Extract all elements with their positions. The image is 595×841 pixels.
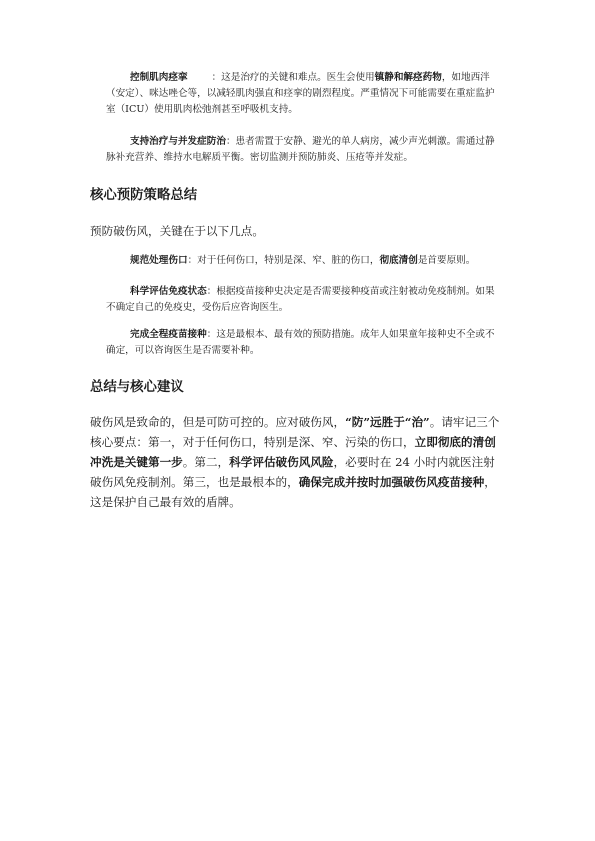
item-label: 支持治疗与并发症防治	[130, 136, 226, 147]
treatment-item-spasm-control	[106, 70, 504, 118]
item-separator: ：	[206, 286, 217, 297]
item-text: 患者需置于安静、避光的单人病房，减少声光刺激。需通过静脉补充营养、维持水电解质平衡。密切监测并预防肺炎、压疮等并发症。	[106, 136, 495, 163]
summary-text: ，这是保护自己最有效的盾牌。	[90, 475, 496, 509]
item-text: 根据疫苗接种史决定是否需要接种疫苗或注射被动免疫制剂。如果不确定自己的免疫史，受伤后应咨询医生。	[106, 286, 495, 313]
summary-emphasis: 确保完成并按时加强破伤风疫苗接种	[298, 475, 485, 489]
item-label: 控制肌肉痉挛	[130, 72, 188, 83]
summary-text: ，必要时在 24 小时内就医注射破伤风免疫制剂。第三，也是最根本的，	[90, 455, 495, 489]
item-label: 科学评估免疫状态	[130, 286, 207, 297]
summary-paragraph	[90, 412, 506, 512]
summary-text: 破伤风是致命的，但是可防可控的。应对破伤风，	[90, 415, 346, 429]
summary-text: 。第二，	[182, 455, 230, 469]
summary-text: 。请牢记三个核心要点：第一，对于任何伤口，特别是深、窄、污染的伤口，	[90, 415, 500, 449]
item-separator: ：	[206, 329, 217, 340]
prevention-intro: 预防破伤风，关键在于以下几点。	[90, 224, 264, 238]
summary-emphasis: 科学评估破伤风风险	[229, 455, 334, 469]
item-text: 对于任何伤口，特别是深、窄、脏的伤口，	[197, 255, 380, 266]
item-label: 规范处理伤口	[130, 255, 188, 266]
item-text: 是首要原则。	[417, 255, 476, 266]
treatment-item-supportive-care	[106, 134, 504, 166]
item-label: 完成全程疫苗接种	[130, 329, 207, 340]
item-emphasis: 彻底清创	[379, 255, 418, 266]
prevention-item-immunity	[106, 284, 504, 316]
item-emphasis: 镇静和解痉药物	[374, 72, 442, 83]
item-separator: ：	[225, 136, 236, 147]
item-text: 这是治疗的关键和难点。医生会使用	[221, 72, 375, 83]
summary-emphasis: “防”远胜于“治”	[345, 415, 430, 429]
prevention-item-wound-care	[106, 253, 504, 269]
section-heading-summary: 总结与核心建议	[90, 379, 184, 395]
item-separator: ：	[211, 72, 222, 83]
item-text: ，如地西泮（安定）、咪达唑仑等，以减轻肌肉强直和痉挛的剧烈程度。严重情况下可能需要在重症监护室（ICU）使用肌肉松弛剂甚至呼吸机支持。	[106, 72, 495, 115]
section-heading-prevention: 核心预防策略总结	[90, 187, 198, 203]
item-text: 这是最根本、最有效的预防措施。成年人如果童年接种史不全或不确定，可以咨询医生是否需要补种。	[106, 329, 495, 356]
summary-emphasis: 立即彻底的清创冲洗是关键第一步	[90, 435, 496, 469]
prevention-item-vaccination	[106, 327, 504, 359]
item-separator: ：	[187, 255, 198, 266]
